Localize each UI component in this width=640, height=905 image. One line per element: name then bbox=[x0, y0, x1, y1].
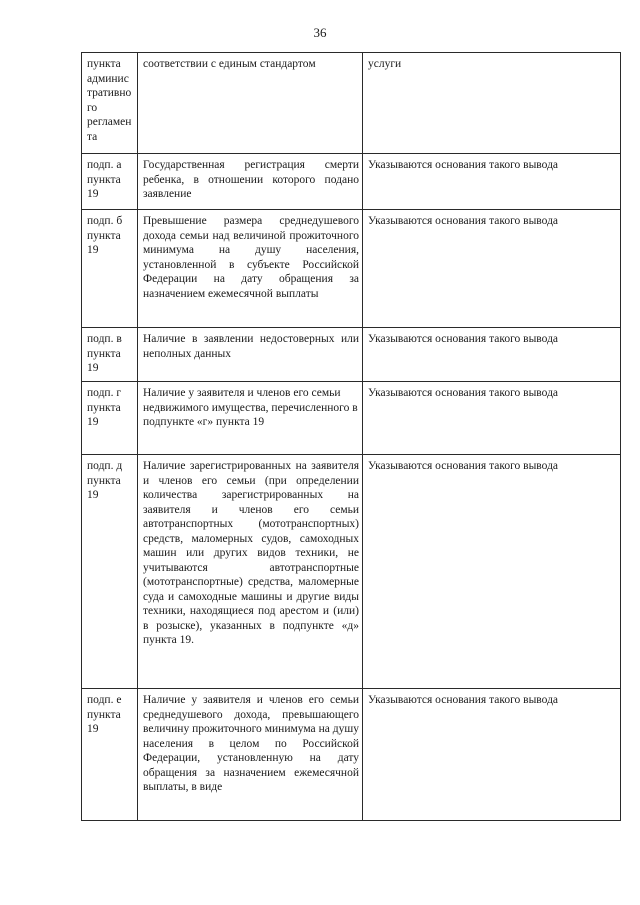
table-row bbox=[82, 689, 621, 821]
row-reference: подп. б пункта 19 bbox=[82, 210, 138, 328]
row-note: Указываются основания такого вывода bbox=[363, 328, 621, 382]
row-note: Указываются основания такого вывода bbox=[363, 455, 621, 689]
row-condition: Наличие у заявителя и членов его семьи среднедушевого дохода, превышающего величину прожиточного минимума на душу населения в целом по Российской Федерации, установленную на дату обращения за назначением ежемесячной выплаты, в виде bbox=[138, 689, 363, 821]
table-row bbox=[82, 382, 621, 455]
row-reference: подп. г пункта 19 bbox=[82, 382, 138, 455]
row-condition: соответствии с единым стандартом bbox=[138, 53, 363, 154]
row-condition: Превышение размера среднедушевого дохода семьи над величиной прожиточного минимума на душу населения, установленной в субъекте Российской Федерации на дату обращения за назначением ежемесячной выплаты bbox=[138, 210, 363, 328]
row-condition: Государственная регистрация смерти ребенка, в отношении которого подано заявление bbox=[138, 154, 363, 210]
table-row bbox=[82, 53, 621, 154]
table-row bbox=[82, 455, 621, 689]
table-row bbox=[82, 210, 621, 328]
row-reference: подп. а пункта 19 bbox=[82, 154, 138, 210]
row-note: Указываются основания такого вывода bbox=[363, 382, 621, 455]
row-reference: подп. е пункта 19 bbox=[82, 689, 138, 821]
row-note: Указываются основания такого вывода bbox=[363, 689, 621, 821]
page-number: 36 bbox=[313, 25, 327, 40]
row-reference: подп. в пункта 19 bbox=[82, 328, 138, 382]
row-condition: Наличие в заявлении недостоверных или неполных данных bbox=[138, 328, 363, 382]
table-row bbox=[82, 154, 621, 210]
row-note: услуги bbox=[363, 53, 621, 154]
grounds-table bbox=[81, 52, 621, 821]
table-row bbox=[82, 328, 621, 382]
row-reference: пункта админис тративно го регламен та bbox=[82, 53, 138, 154]
row-note: Указываются основания такого вывода bbox=[363, 154, 621, 210]
row-note: Указываются основания такого вывода bbox=[363, 210, 621, 328]
row-reference: подп. д пункта 19 bbox=[82, 455, 138, 689]
row-condition: Наличие зарегистрированных на заявителя и членов его семьи (при определении количества зарегистрированных на заявителя и членов его семьи автотранспортных (мототранспортных) средств, маломерных судов, самоходных машин или других видов техники, не учитываются автотранспортные (мототранспортные) средства, маломерные суда и самоходные машины и другие виды техники, находящиеся под арестом и (или) в розыске), указанных в подпункте «д» пункта 19. bbox=[138, 455, 363, 689]
row-condition: Наличие у заявителя и членов его семьи недвижимого имущества, перечисленного в подпункте «г» пункта 19 bbox=[138, 382, 363, 455]
